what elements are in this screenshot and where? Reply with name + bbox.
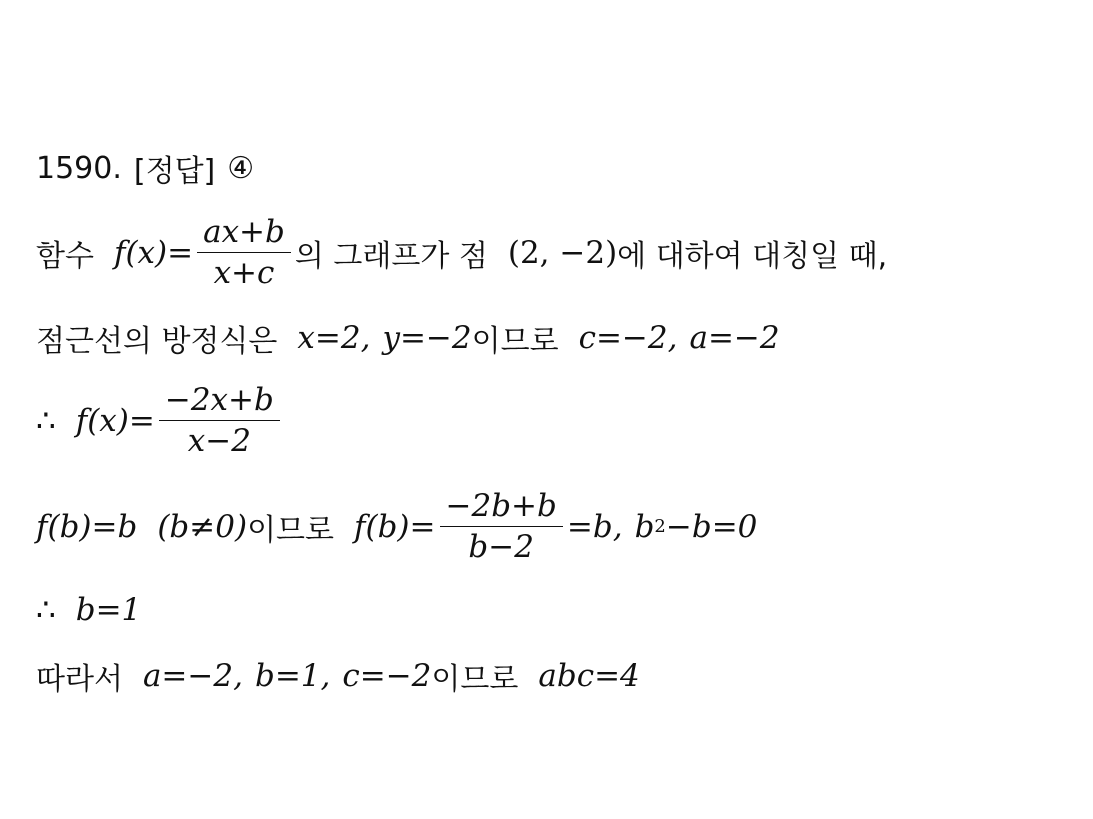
fraction-numerator: ax+b (203, 214, 285, 250)
fb-equals-b: f(b)=b (36, 508, 138, 545)
fraction-denominator-2: x−2 (187, 423, 251, 459)
fraction-original (197, 212, 291, 293)
final-c: c=−2 (342, 658, 432, 694)
f-of-x: f(x)= (113, 234, 194, 271)
answer-label: [정답] (133, 154, 216, 189)
line-b-result (36, 592, 141, 628)
line-function-result (36, 380, 284, 461)
text-function: 함수 (36, 238, 94, 274)
text-therefore-final: 따라서 (36, 662, 123, 697)
fraction-numerator-2: −2x+b (164, 382, 274, 418)
text-therefore-2: 이므로 (247, 512, 335, 548)
equals-b: =b, (566, 508, 623, 545)
abc-result: abc=4 (538, 658, 640, 694)
text-graph-point: 의 그래프가 점 (294, 238, 488, 274)
final-b: b=1, (254, 658, 331, 694)
asymptote-x: x=2, (297, 320, 371, 356)
fraction-substituted (159, 380, 280, 461)
therefore-symbol-2: ∴ (36, 592, 56, 628)
a-value: a=−2 (689, 320, 780, 356)
therefore-symbol-1: ∴ (36, 402, 56, 439)
line-fb-equation: f(b)=b (b≠0) 이므로 f(b)= $\frac{-2b+b}{b-2}$ =b, b 2 −b=0 (36, 488, 758, 565)
text-therefore-1: 이므로 (471, 324, 559, 359)
text-asymptote-equation: 점근선의 방정식은 (36, 324, 278, 359)
fraction-numerator-3: −2b+b (445, 488, 557, 524)
solution-document (36, 0, 1076, 819)
fraction-denominator-3: b−2 (468, 529, 534, 565)
final-a: a=−2, (142, 658, 243, 694)
text-symmetric: 에 대하여 대칭일 때, (617, 238, 888, 274)
point-coordinates: (2, −2) (507, 234, 618, 271)
text-therefore-3: 이므로 (431, 662, 519, 697)
answer-choice: ④ (227, 150, 255, 186)
line-function-definition (36, 212, 887, 293)
fraction-b (440, 486, 563, 567)
line-final (36, 654, 640, 698)
b-squared-base: b (634, 508, 655, 545)
problem-number: 1590. (36, 150, 122, 186)
problem-header (36, 146, 254, 190)
b-nonzero-condition: (b≠0) (157, 508, 248, 545)
asymptote-y: y=−2 (382, 320, 472, 356)
f-of-b: f(b)= (354, 508, 436, 545)
b-equals-one: b=1 (75, 592, 142, 628)
c-value: c=−2, (578, 320, 678, 356)
fraction-denominator: x+c (213, 255, 275, 291)
quadratic-rest: −b=0 (665, 508, 758, 545)
line-asymptotes (36, 316, 780, 360)
f-of-x-2: f(x)= (75, 402, 155, 439)
